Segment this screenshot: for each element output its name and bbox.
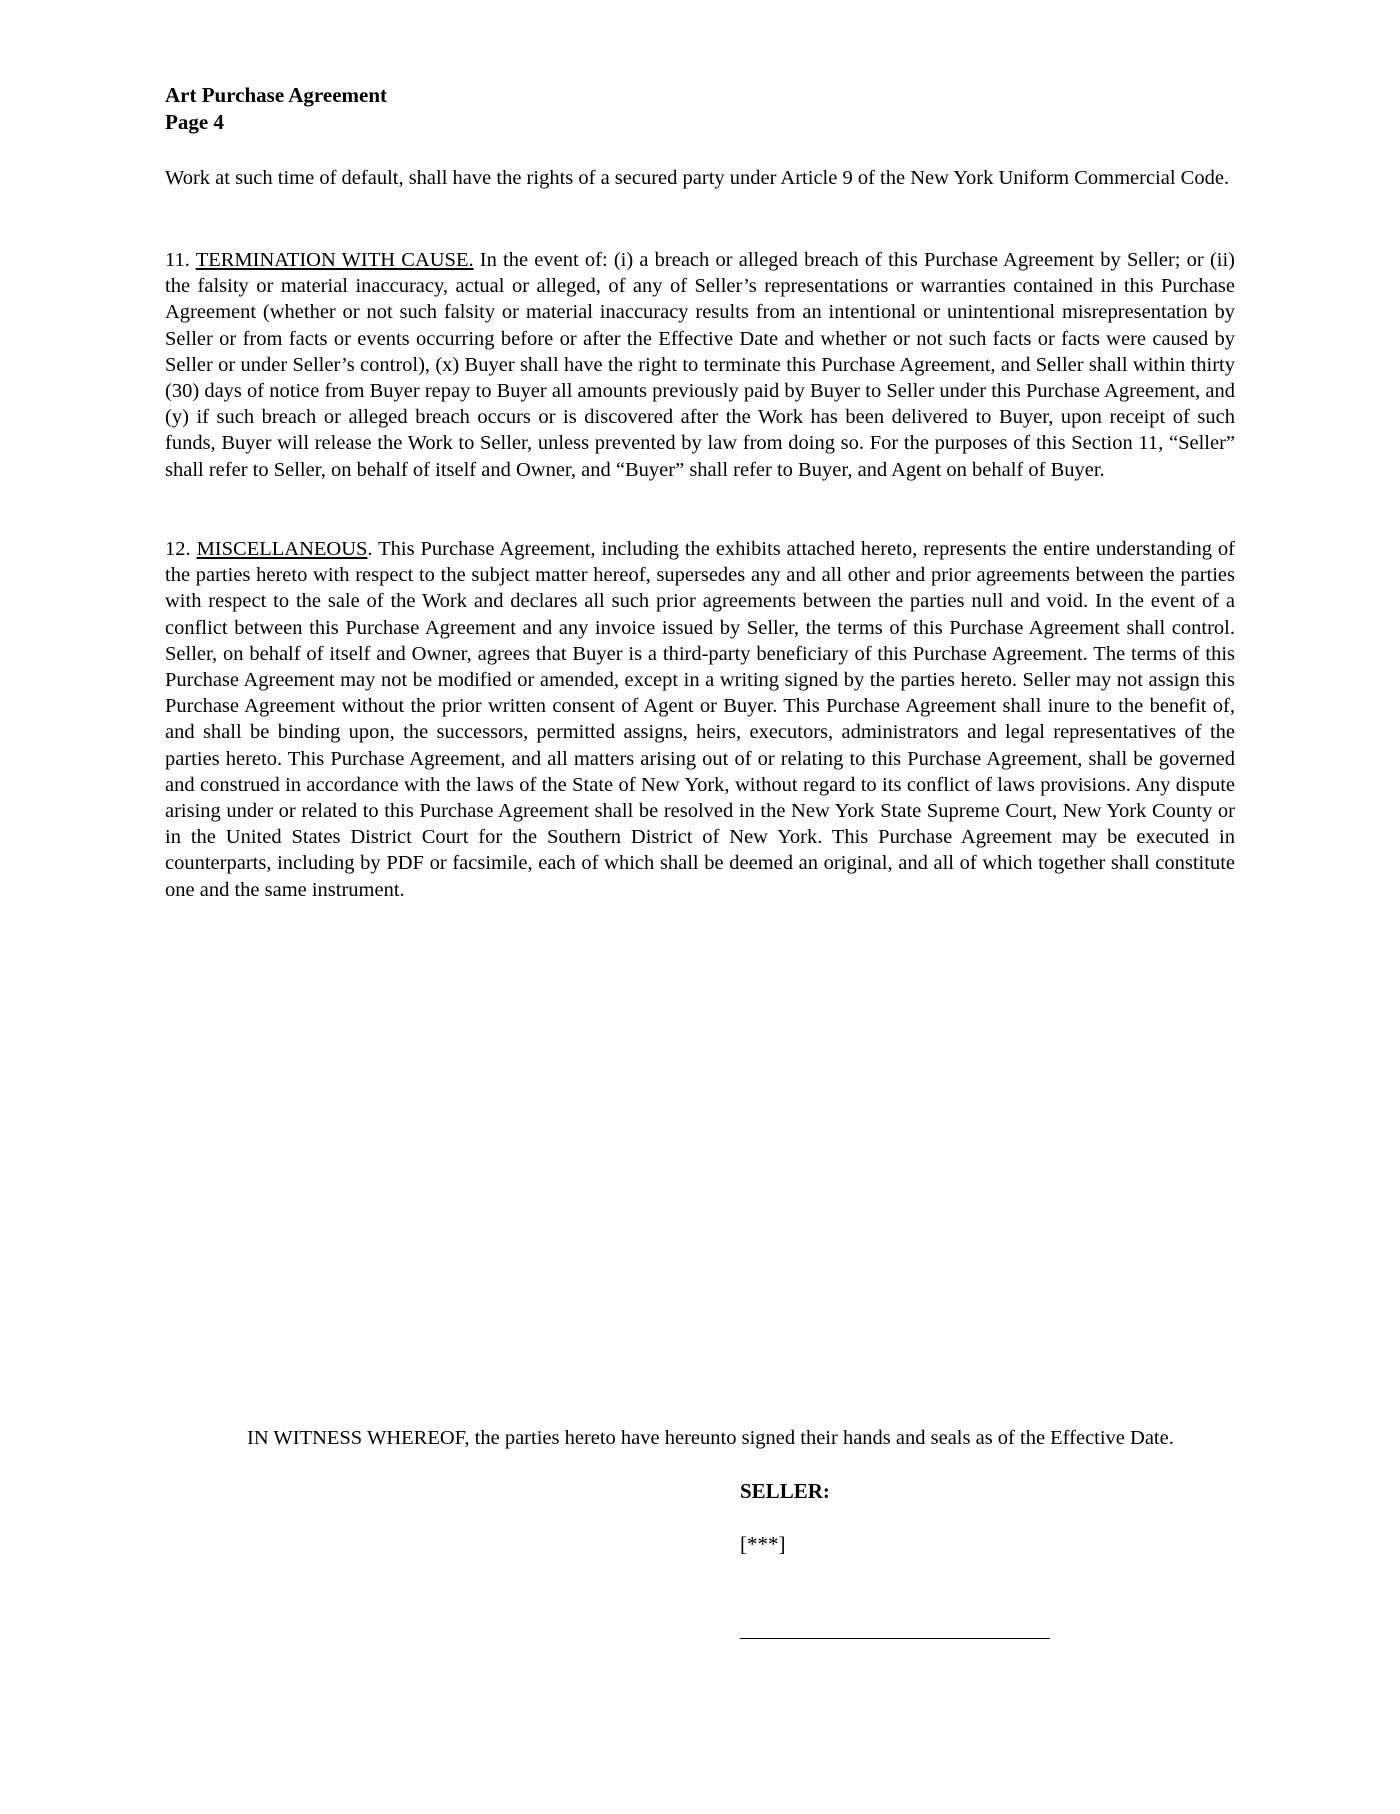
intro-paragraph: Work at such time of default, shall have the rights of a secured party under Article 9 of the New York Uniform Commercial Code. xyxy=(165,167,1230,189)
section-12-text: . This Purchase Agreement, including the exhibits attached hereto, represents the entire understanding of the parties hereto with respect to the subject matter hereof, supersedes any and all other and prior agreements between the parties with respect to the sale of the Work and declares all such prior agreements between the parties null and void. In the event of a conflict between this Purchase Agreement and any invoice issued by Seller, the terms of this Purchase Agreement shall control. Seller, on behalf of itself and Owner, agrees that Buyer is a third-party beneficiary of this Purchase Agreement. The terms of this Purchase Agreement may not be modified or amended, except in a writing signed by the parties hereto. Seller may not assign this Purchase Agreement without the prior written consent of Agent or Buyer. This Purchase Agreement shall inure to the benefit of, and shall be binding upon, the successors, permitted assigns, heirs, executors, administrators and legal representatives of the parties hereto. This Purchase Agreement, and all matters arising out of or relating to this Purchase Agreement, shall be governed and construed in accordance with the laws of the State of New York, without regard to its conflict of laws provisions. Any dispute arising under or related to this Purchase Agreement shall be resolved in the New York State Supreme Court, New York County or in the United States District Court for the Southern District of New York. This Purchase Agreement may be executed in counterparts, including by PDF or facsimile, each of which shall be deemed an original, and all of which together shall constitute one and the same instrument. xyxy=(165,538,1236,901)
section-12-miscellaneous xyxy=(165,536,1235,903)
document-title: Art Purchase Agreement xyxy=(165,83,387,107)
seller-name-placeholder: [***] xyxy=(740,1532,786,1556)
seller-label: SELLER: xyxy=(740,1479,830,1503)
section-11-heading: TERMINATION WITH CAUSE. xyxy=(195,249,474,271)
section-11-termination xyxy=(165,247,1235,483)
section-12-heading: MISCELLANEOUS xyxy=(196,538,368,560)
witness-clause: IN WITNESS WHEREOF, the parties hereto have hereunto signed their hands and seals as of the Effective Date. xyxy=(247,1427,1174,1449)
section-11-number: 11. xyxy=(165,249,196,271)
signature-line xyxy=(740,1638,1050,1639)
section-11-text: In the event of: (i) a breach or alleged breach of this Purchase Agreement by Seller; or (ii) the falsity or material inaccuracy, actual or alleged, of any of Seller’s representations or warranties contained in this Purchase Agreement (whether or not such falsity or material inaccuracy results from an intentional or unintentional misrepresentation by Seller or from facts or events occurring before or after the Effective Date and whether or not such facts or facts were caused by Seller or under Seller’s control), (x) Buyer shall have the right to terminate this Purchase Agreement, and Seller shall within thirty (30) days of notice from Buyer repay to Buyer all amounts previously paid by Buyer to Seller under this Purchase Agreement, and (y) if such breach or alleged breach occurs or is discovered after the Work has been delivered to Buyer, upon receipt of such funds, Buyer will release the Work to Seller, unless prevented by law from doing so. For the purposes of this Section 11, “Seller” shall refer to Seller, on behalf of itself and Owner, and “Buyer” shall refer to Buyer, and Agent on behalf of Buyer. xyxy=(165,249,1235,481)
page-header xyxy=(165,82,387,136)
section-12-number: 12. xyxy=(165,538,197,560)
page-number: Page 4 xyxy=(165,110,224,134)
